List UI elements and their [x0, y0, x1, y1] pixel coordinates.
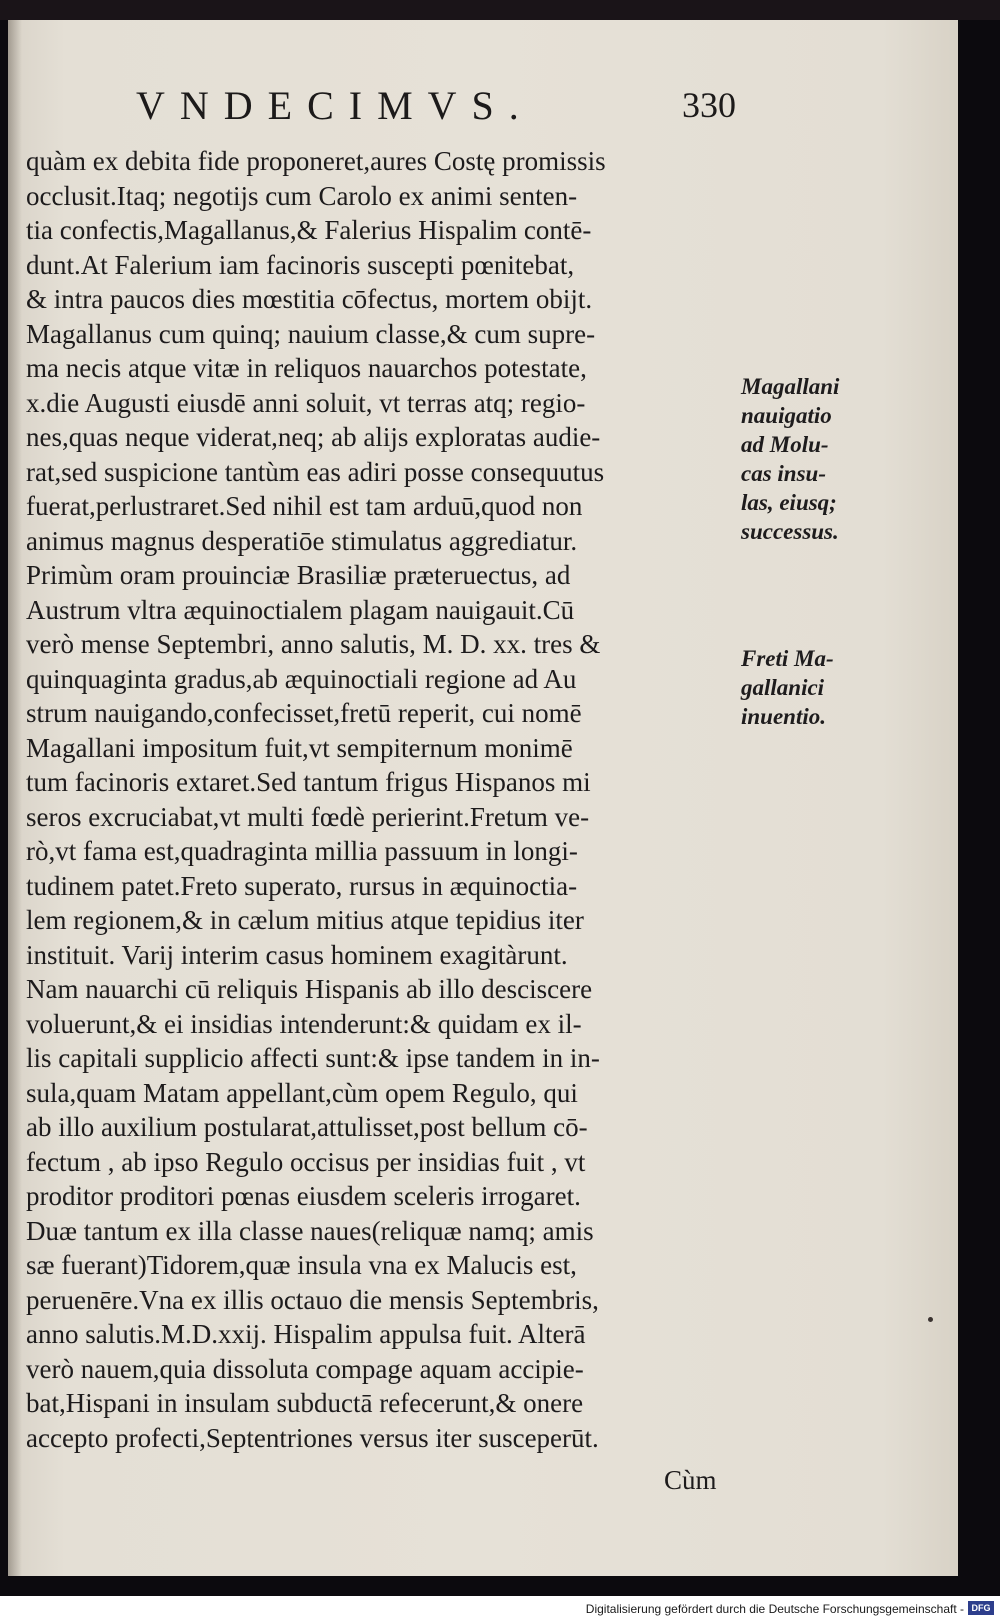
text-line: fectum , ab ipso Regulo occisus per insidias fuit , vt: [26, 1146, 586, 1177]
text-line: & intra paucos dies mœstitia cōfectus, mortem obijt.: [26, 284, 593, 314]
text-line: x.die Augusti eiusdē anni soluit, vt terras atq; regio-: [26, 387, 586, 418]
page-gutter-shadow: [8, 20, 22, 1576]
text-line: Magallani impositum fuit,vt sempiternum monimē: [26, 732, 573, 763]
page-header: [136, 82, 736, 132]
text-line: strum nauigando,confecisset,fretū reperit, cui nomē: [26, 698, 582, 728]
scan-top-border: [0, 0, 1000, 20]
book-page: [8, 20, 958, 1576]
text-line: verò mense Septembri, anno salutis, M. D. xx. tres &: [26, 629, 601, 659]
text-line: quàm ex debita fide proponeret,aures Costę promissis: [26, 146, 606, 176]
text-line: occlusit.Itaq; negotijs cum Carolo ex animi senten-: [26, 180, 578, 211]
marginal-note-line: successus.: [741, 519, 839, 544]
marginal-note-line: las, eiusq;: [741, 490, 837, 515]
text-line: sula,quam Matam appellant,cùm opem Regulo, qui: [26, 1077, 578, 1108]
text-line: tum facinoris extaret.Sed tantum frigus Hispanos mi: [26, 767, 591, 797]
text-line: bat,Hispani in insulam subductā refecerunt,& onere: [26, 1388, 584, 1418]
ink-speck: [928, 1317, 933, 1322]
running-title: VNDECIMVS.: [136, 83, 534, 128]
marginal-note-line: cas insu-: [741, 461, 826, 486]
marginal-note-strait-discovery: [741, 644, 856, 731]
text-line: rò,vt fama est,quadraginta millia passuum in longi-: [26, 836, 578, 866]
text-line: Duæ tantum ex illa classe naues(reliquæ namq; amis: [26, 1215, 594, 1246]
text-line: seros excruciabat,vt multi fœdè perierint.Fretum ve-: [26, 801, 590, 832]
main-text-block: [26, 144, 746, 1455]
text-line: lem regionem,& in cælum mitius atque tepidius iter: [26, 905, 584, 935]
text-line: Nam nauarchi cū reliquis Hispanis ab illo desciscere: [26, 974, 593, 1004]
text-line: ma necis atque vitæ in reliquos nauarchos potestate,: [26, 353, 587, 383]
marginal-note-line: ad Molu-: [741, 432, 829, 457]
text-line: instituit. Varij interim casus hominem exagitàrunt.: [26, 939, 568, 970]
text-line: ab illo auxilium postularat,attulisset,post bellum cō-: [26, 1112, 588, 1142]
marginal-note-line: gallanici: [741, 675, 825, 700]
dfg-logo: DFG: [968, 1601, 994, 1615]
text-line: Magallanus cum quinq; nauium classe,& cum supre-: [26, 318, 596, 349]
page-number: 330: [682, 85, 736, 125]
catchword: Cùm: [664, 1465, 717, 1495]
text-line: Primùm oram prouinciæ Brasiliæ præteruectus, ad: [26, 560, 571, 590]
funding-credit: Digitalisierung gefördert durch die Deutsche Forschungsgemeinschaft -: [585, 1602, 964, 1616]
text-line: fuerat,perlustraret.Sed nihil est tam arduū,quod non: [26, 491, 583, 521]
marginal-note-line: Magallani: [741, 374, 840, 399]
text-line: peruenēre.Vna ex illis octauo die mensis Septembris,: [26, 1284, 599, 1315]
marginal-note-magallani-navigation: [741, 372, 856, 546]
text-line: verò nauem,quia dissoluta compage aquam accipie-: [26, 1353, 584, 1384]
text-line: tudinem patet.Freto superato, rursus in æquinoctia-: [26, 870, 578, 901]
marginal-note-line: Freti Ma-: [741, 646, 834, 671]
marginal-note-line: nauigatio: [741, 403, 832, 428]
text-line: voluerunt,& ei insidias intenderunt:& quidam ex il-: [26, 1008, 582, 1039]
marginal-note-line: inuentio.: [741, 704, 827, 729]
text-line: accepto profecti,Septentriones versus iter susceperūt.: [26, 1422, 599, 1453]
text-line: quinquaginta gradus,ab æquinoctiali regione ad Au: [26, 663, 577, 694]
text-line: animus magnus desperatiōe stimulatus aggrediatur.: [26, 525, 578, 556]
text-line: rat,sed suspicione tantùm eas adiri posse consequutus: [26, 456, 605, 487]
text-line: sæ fuerant)Tidorem,quæ insula vna ex Malucis est,: [26, 1250, 577, 1280]
text-line: nes,quas neque viderat,neq; ab alijs exploratas audie-: [26, 422, 601, 452]
digitization-footer: [0, 1596, 1000, 1621]
text-line: dunt.At Falerium iam facinoris suscepti pœnitebat,: [26, 249, 575, 280]
text-line: lis capitali supplicio affecti sunt:& ipse tandem in in-: [26, 1043, 600, 1073]
text-line: anno salutis.M.D.xxij. Hispalim appulsa fuit. Alterā: [26, 1319, 586, 1349]
text-line: tia confectis,Magallanus,& Falerius Hispalim contē-: [26, 215, 592, 245]
text-line: Austrum vltra æquinoctialem plagam nauigauit.Cū: [26, 594, 575, 625]
text-line: proditor proditori pœnas eiusdem sceleris irrogaret.: [26, 1181, 581, 1211]
